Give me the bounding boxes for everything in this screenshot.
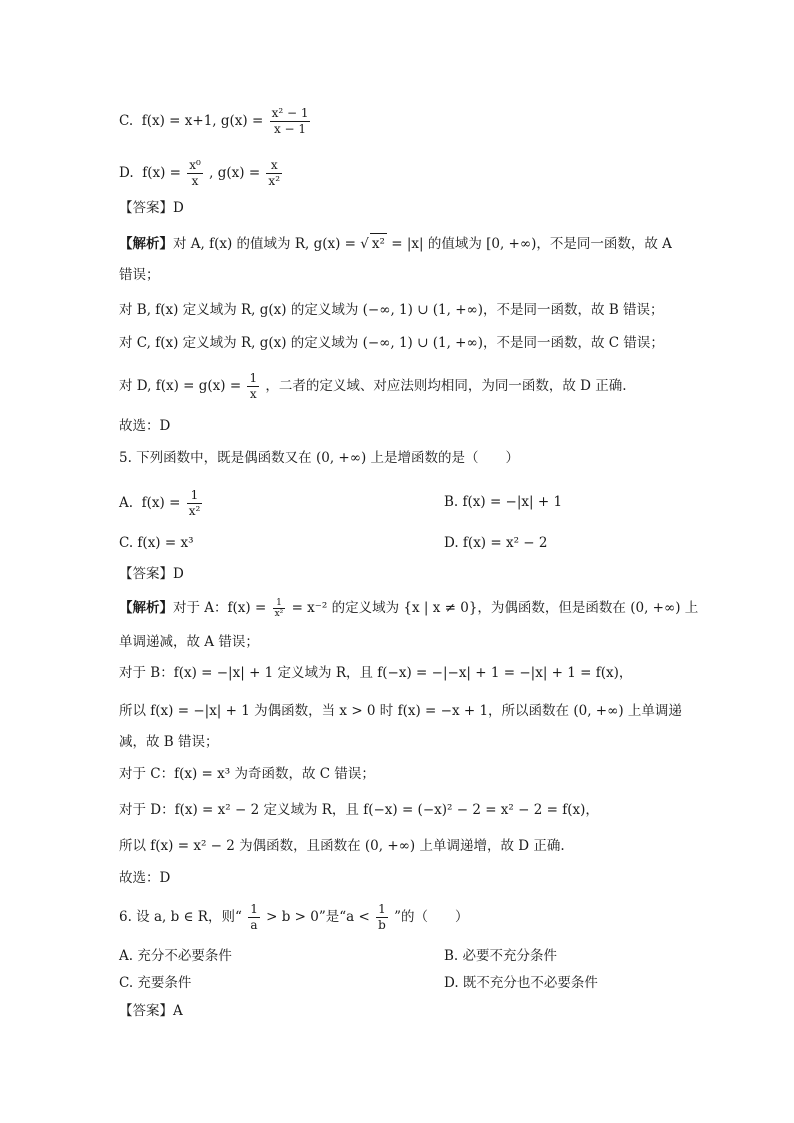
q4-analysis-a-wrap: 错误； bbox=[119, 267, 160, 283]
q5-analysis-a-wrap: 单调递减，故 A 错误； bbox=[119, 634, 259, 650]
fraction: $\frac{1}{x}$ bbox=[249, 371, 258, 401]
q4-analysis-d: 对 D, f(x) = g(x) = $\frac{1}{x}$ ，二者的定义域、对应法则均相同，为同一函数，故 D 正确. bbox=[119, 371, 627, 401]
q4-analysis-c: 对 C, f(x) 定义域为 R, g(x) 的定义域为 (−∞, 1) ∪ (1, +∞)，不是同一函数，故 C 错误； bbox=[119, 335, 664, 351]
q4-option-d: D. f(x) = $\frac{\text{x⁰}}{x}$ , g(x) = $\frac{x}{\text{x²}}$ bbox=[119, 158, 280, 188]
q5-analysis-c: 对于 C：f(x) = x³ 为奇函数，故 C 错误； bbox=[119, 766, 375, 782]
fraction: $\frac{1}{\text{x²}}$ bbox=[188, 488, 201, 518]
q4-choose: 故选：D bbox=[119, 418, 171, 434]
q4-option-c: C. f(x) = x+1, g(x) = $\frac{\text{x² − 1}}{x - 1}$ bbox=[119, 106, 309, 136]
q5-option-c: C. f(x) = x³ bbox=[119, 535, 194, 551]
fraction: $\frac{\text{x⁰}}{x}$ bbox=[189, 158, 201, 188]
q5-choose: 故选：D bbox=[119, 870, 171, 886]
fraction: $\frac{1}{\text{x²}}$ bbox=[274, 598, 284, 619]
q4-analysis-a: 【解析】对 A, f(x) 的值域为 R, g(x) = √ x² = |x| 的值域为 [0, +∞)，不是同一函数，故 A bbox=[119, 233, 672, 254]
q5-analysis-b2: 所以 f(x) = −|x| + 1 为偶函数，当 x > 0 时 f(x) = −x + 1，所以函数在 (0, +∞) 上单调递 bbox=[119, 703, 682, 719]
q5-option-b: B. f(x) = −|x| + 1 bbox=[444, 494, 563, 510]
q4-answer: 【答案】D bbox=[119, 200, 184, 216]
q5-analysis-a: 【解析】对于 A：f(x) = $\frac{1}{\text{x²}}$ = x⁻² 的定义域为 {x | x ≠ 0}，为偶函数，但是函数在 (0, +∞) 上 bbox=[119, 598, 699, 619]
q6-option-c: C. 充要条件 bbox=[119, 975, 192, 991]
fraction: $\frac{\text{x² − 1}}{x - 1}$ bbox=[271, 106, 309, 136]
q5-option-d: D. f(x) = x² − 2 bbox=[444, 535, 548, 551]
q5-analysis-d1: 对于 D：f(x) = x² − 2 定义域为 R，且 f(−x) = (−x)² − 2 = x² − 2 = f(x)， bbox=[119, 802, 599, 818]
q5-analysis-b1: 对于 B：f(x) = −|x| + 1 定义域为 R，且 f(−x) = −|−x| + 1 = −|x| + 1 = f(x)， bbox=[119, 665, 633, 681]
q6-option-a: A. 充分不必要条件 bbox=[119, 948, 232, 964]
q6-option-d: D. 既不充分也不必要条件 bbox=[444, 975, 598, 991]
q6-stem: 6. 设 a, b ∈ R，则“ $\frac{1}{a}$ > b > 0”是“a < $\frac{1}{b}$ ”的（ ） bbox=[119, 902, 469, 932]
q5-answer: 【答案】D bbox=[119, 566, 184, 582]
q5-option-a: A. f(x) = $\frac{1}{\text{x²}}$ bbox=[119, 488, 201, 518]
fraction: $\frac{1}{b}$ bbox=[378, 902, 386, 932]
q5-stem: 5. 下列函数中，既是偶函数又在 (0, +∞) 上是增函数的是（ ） bbox=[119, 450, 520, 466]
q6-answer: 【答案】A bbox=[119, 1003, 183, 1019]
q5-analysis-b3: 减，故 B 错误； bbox=[119, 734, 219, 750]
q5-analysis-d2: 所以 f(x) = x² − 2 为偶函数，且函数在 (0, +∞) 上单调递增，故 D 正确. bbox=[119, 838, 565, 854]
q6-option-b: B. 必要不充分条件 bbox=[444, 948, 558, 964]
q4-analysis-b: 对 B, f(x) 定义域为 R, g(x) 的定义域为 (−∞, 1) ∪ (1, +∞)，不是同一函数，故 B 错误； bbox=[119, 302, 664, 318]
fraction: $\frac{1}{a}$ bbox=[250, 902, 258, 932]
fraction: $\frac{x}{\text{x²}}$ bbox=[268, 158, 280, 188]
